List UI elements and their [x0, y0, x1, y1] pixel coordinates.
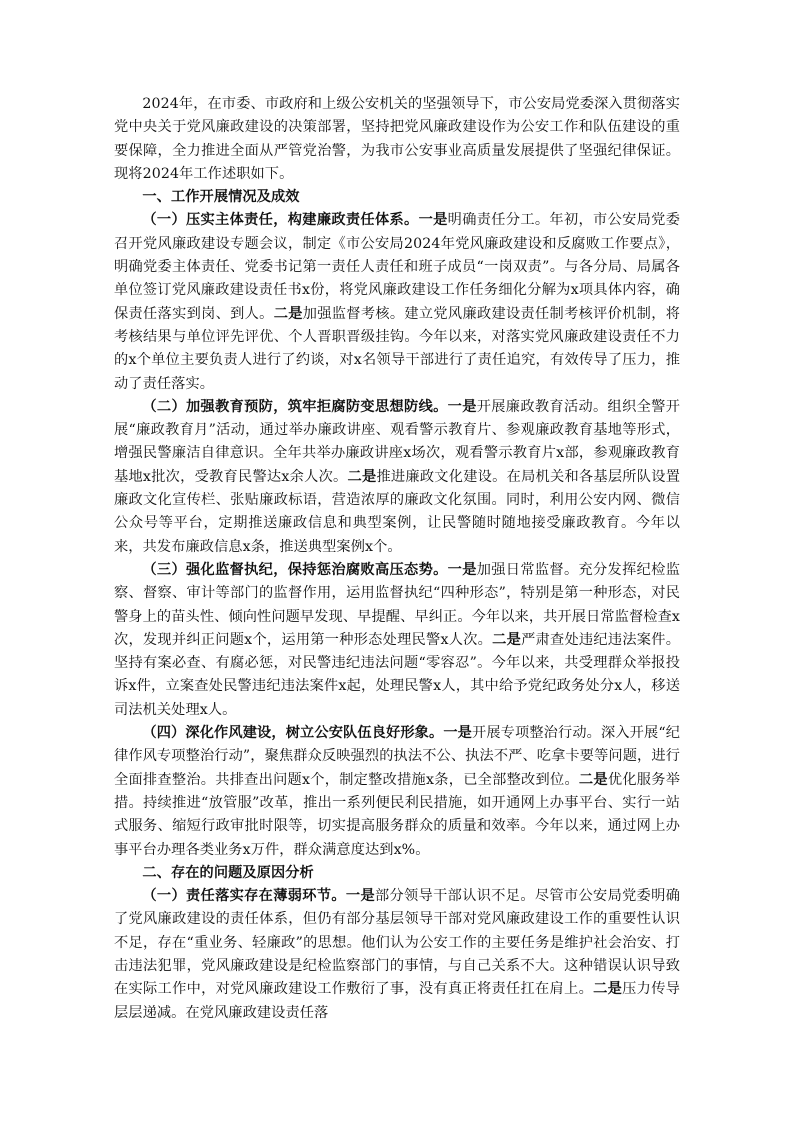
paragraph-text: 压力传导层层递减。在党风廉政建设责任落: [114, 981, 680, 1021]
point-marker: 二是: [578, 771, 608, 788]
paragraph-lead: （四）深化作风建设，树立公安队伍良好形象。: [142, 725, 444, 742]
point-marker: 一是: [447, 561, 477, 578]
paragraph-supervision: [114, 559, 680, 722]
section-heading-work-progress: 一、工作开展情况及成效: [142, 189, 300, 206]
paragraph-weak-links: [114, 885, 680, 1025]
paragraph-text: 开展专项整治行动。深入开展“纪律作风专项整治行动”，聚焦群众反映强烈的执法不公、执法不严、吃拿卡要等问题，进行全面排查整治。共排查出问题x个，制定整改措施x条，已全部整改到位。: [114, 725, 680, 788]
paragraph-lead: （一）压实主体责任，构建廉政责任体系。: [142, 212, 419, 229]
paragraph-text: 明确责任分工。年初，市公安局党委召开党风廉政建设专题会议，制定《市公安局2024年党风廉政建设和反腐败工作要点》，明确党委主体责任、党委书记第一责任人责任和班子成员“一岗双责”。与各分局、局属各单位签订党风廉政建设责任书x份，将党风廉政建设工作任务细化分解为x项具体内容，确保责任落实到岗、到人。: [114, 212, 681, 322]
point-marker: 二是: [492, 631, 522, 648]
point-marker: 二是: [593, 981, 623, 998]
paragraph-text: 推进廉政文化建设。在局机关和各基层所队设置廉政文化宣传栏、张贴廉政标语，营造浓厚的廉政文化氛围。同时，利用公安内网、微信公众号等平台，定期推送廉政信息和典型案例，让民警随时随地接受廉政教育。今年以来，共发布廉政信息x条，推送典型案例x个。: [114, 468, 680, 555]
intro-paragraph: 2024年，在市委、市政府和上级公安机关的坚强领导下，市公安局党委深入贯彻落实党中央关于党风廉政建设的决策部署，坚持把党风廉政建设作为公安工作和队伍建设的重要保障，全力推进全面从严管党治警，为我市公安事业高质量发展提供了坚强纪律保证。现将2024年工作述职如下。: [114, 96, 680, 182]
paragraph-text: 加强日常监督。充分发挥纪检监察、督察、审计等部门的监督作用，运用监督执纪“四种形态”，特别是第一种形态，对民警身上的苗头性、倾向性问题早发现、早提醒、早纠正。今年以来，共开展日常监督检查x次，发现并纠正问题x个，运用第一种形态处理民警x人次。: [114, 561, 680, 648]
section-heading-problems: 二、存在的问题及原因分析: [142, 864, 314, 881]
paragraph-text: 部分领导干部认识不足。尽管市公安局党委明确了党风廉政建设的责任体系，但仍有部分基层领导干部对党风廉政建设工作的重要性认识不足，存在“重业务、轻廉政”的思想。他们认为公安工作的主要任务是维护社会治安、打击违法犯罪，党风廉政建设是纪检监察部门的事情，与自己关系不大。这种错误认识导致在实际工作中，对党风廉政建设工作敷衍了事，没有真正将责任扛在肩上。: [114, 888, 680, 998]
paragraph-text: 严肃查处违纪违法案件。坚持有案必查、有腐必惩，对民警违纪违法问题“零容忍”。今年以来，共受理群众举报投诉x件，立案查处民警违纪违法案件x起，处理民警x人，其中给予党纪政务处分x人，移送司法机关处理x人。: [114, 631, 680, 718]
paragraph-responsibility: [114, 209, 680, 395]
paragraph-lead: （三）强化监督执纪，保持惩治腐败高压态势。: [142, 561, 448, 578]
paragraph-text: 加强监督考核。建立党风廉政建设责任制考核评价机制，将考核结果与单位评先评优、个人晋职晋级挂钩。今年以来，对落实党风廉政建设责任不力的x个单位主要负责人进行了约谈，对x名领导干部进行了责任追究，有效传导了压力，推动了责任落实。: [114, 305, 680, 392]
point-marker: 一是: [447, 398, 477, 415]
paragraph-education: [114, 396, 680, 559]
paragraph-text: 开展廉政教育活动。组织全警开展“廉政教育月”活动，通过举办廉政讲座、观看警示教育片、参观廉政教育基地等形式，增强民警廉洁自律意识。全年共举办廉政讲座x场次，观看警示教育片x部，参观廉政教育基地x批次，受教育民警达x余人次。: [114, 398, 680, 485]
paragraph-text: 优化服务举措。持续推进“放管服”改革，推出一系列便民利民措施，如开通网上办事平台、实行一站式服务、缩短行政审批时限等，切实提高服务群众的质量和效率。今年以来，通过网上办事平台办理各类业务x万件，群众满意度达到x%。: [114, 771, 680, 858]
point-marker: 二是: [347, 468, 377, 485]
document-page: [114, 93, 680, 1025]
point-marker: 一是: [443, 725, 473, 742]
paragraph-work-style: [114, 722, 680, 862]
paragraph-lead: （二）加强教育预防，筑牢拒腐防变思想防线。: [142, 398, 448, 415]
paragraph-lead: （一）责任落实存在薄弱环节。: [142, 888, 346, 905]
point-marker: 一是: [418, 212, 448, 229]
point-marker: 一是: [345, 888, 375, 905]
point-marker: 二是: [273, 305, 303, 322]
